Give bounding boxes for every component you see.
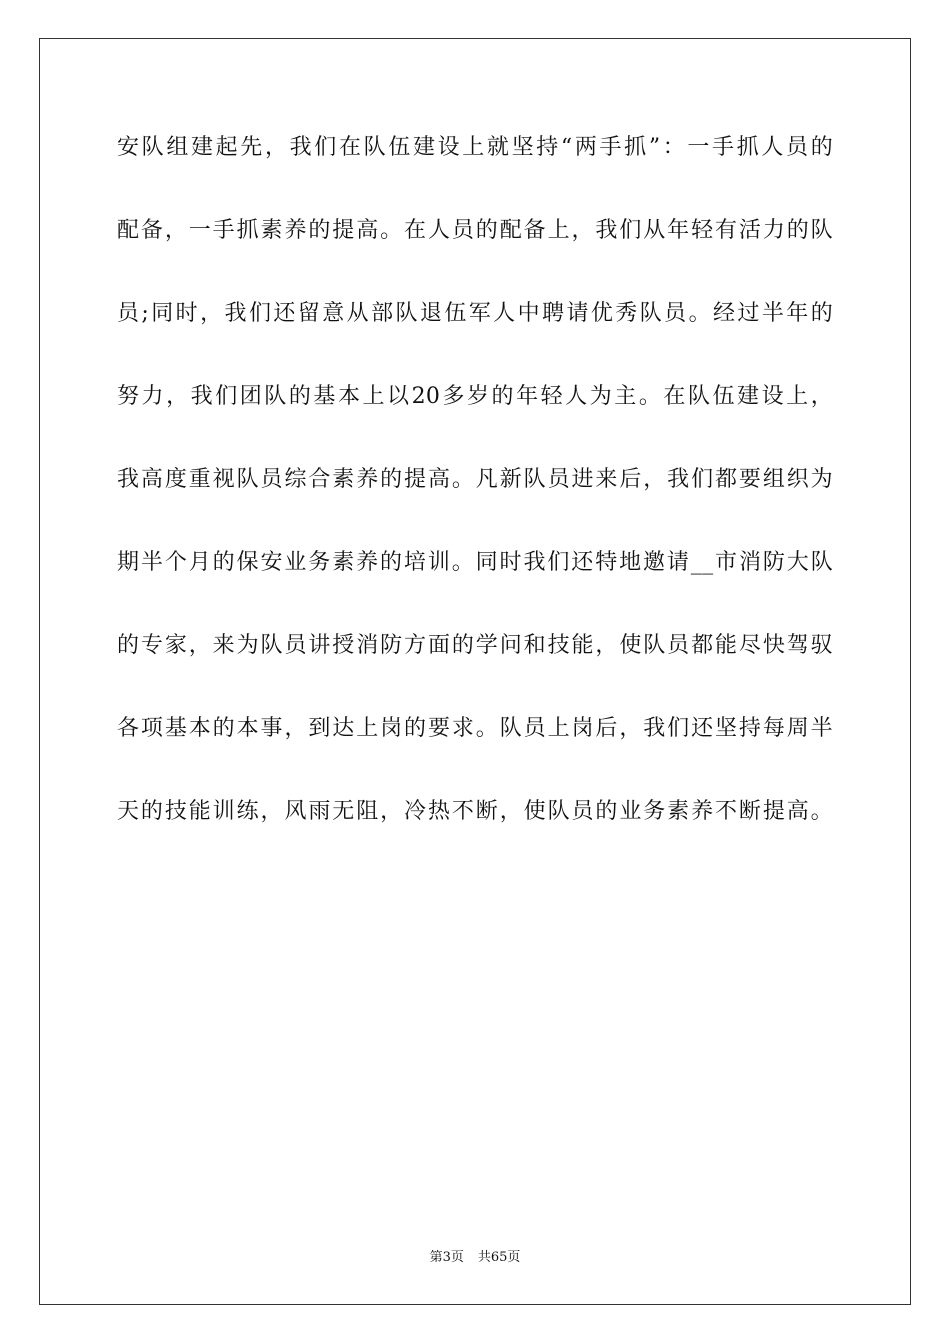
text-line: 配备，一手抓素养的提高。在人员的配备上，我们从年轻有活力的队	[117, 218, 833, 243]
text-line: 天的技能训练，风雨无阻，冷热不断，使队员的业务素养不断提高。	[117, 799, 833, 824]
body-text	[117, 128, 833, 875]
text-line: 努力，我们团队的基本上以20多岁的年轻人为主。在队伍建设上，	[117, 384, 833, 409]
text-line: 安队组建起先，我们在队伍建设上就坚持“两手抓”：一手抓人员的	[117, 135, 833, 160]
text-line: 的专家，来为队员讲授消防方面的学问和技能，使队员都能尽快驾驭	[117, 633, 833, 658]
current-page-label: 第3页	[429, 1250, 464, 1265]
text-line: 期半个月的保安业务素养的培训。同时我们还特地邀请__市消防大队	[117, 550, 833, 575]
text-line: 员;同时，我们还留意从部队退伍军人中聘请优秀队员。经过半年的	[117, 301, 833, 326]
page-footer	[0, 1246, 950, 1265]
text-line: 各项基本的本事，到达上岗的要求。队员上岗后，我们还坚持每周半	[117, 716, 833, 741]
text-line: 我高度重视队员综合素养的提高。凡新队员进来后，我们都要组织为	[117, 467, 833, 492]
total-pages-label: 共65页	[477, 1250, 521, 1265]
